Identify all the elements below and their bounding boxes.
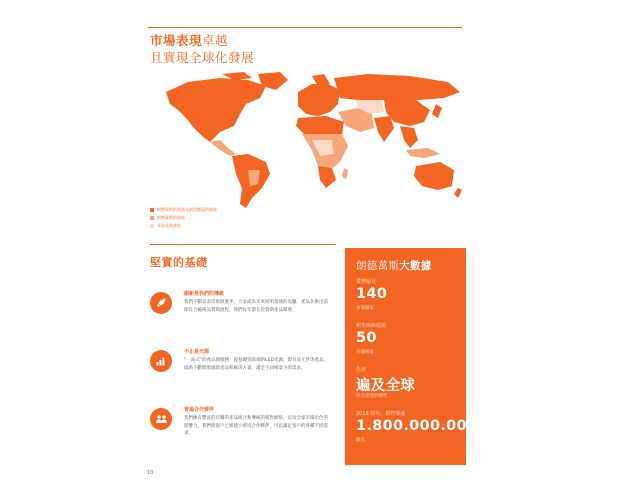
- feature-heading: 創新是我們的傳統: [184, 291, 225, 297]
- feature-body: “一站式”的產品與服務：從基礎到高端的LED光源、燈具及元件等產品，協助不斷開發創新產品和解決方案，滿足不同場景下的需求。: [184, 358, 328, 371]
- stat-label: 2018 財年，銷售額逾: [356, 411, 406, 417]
- map-se-asia: [400, 126, 418, 148]
- legend-swatch: [150, 224, 154, 228]
- legend-item: [150, 206, 217, 214]
- legend-label: 未涉及的國家: [157, 223, 181, 228]
- stat-value: 50: [356, 330, 377, 346]
- map-north-america: [166, 78, 266, 142]
- section-rule: [150, 244, 336, 245]
- stat-label: 生產: [356, 367, 367, 373]
- partners-icon: [150, 408, 172, 430]
- map-africa-north: [296, 116, 344, 136]
- header-rule: [148, 27, 462, 28]
- panel-title: [356, 258, 432, 273]
- legend-label: 朗德萬斯的業務及銷售覆蓋的國家: [157, 207, 217, 212]
- map-new-zealand: [454, 188, 462, 198]
- legend-label: 朗德萬斯的國家: [157, 215, 185, 220]
- feature-body: 我們擁有豐富的有關的產品組合和傳統的銷售網絡，以及全球市場出色的影響力。我們與客戶已經建立密切合作夥伴，可以滿足客戶的各種不同需求。: [184, 416, 328, 437]
- section-title: 堅實的基礎: [150, 256, 208, 269]
- feature-heading: 普遍合作夥伴: [184, 407, 215, 413]
- feature-heading: 不止是光源: [184, 349, 210, 355]
- feature-body: 我們不斷追求技術與進步，力求成為未來照明領域的先驅。產品在推出前即符合嚴格品質與流程，我們每年都在投資新產品開發。: [184, 300, 328, 313]
- stat-label: 業務遍及: [356, 279, 377, 285]
- stat-unit: 多個國家: [356, 306, 374, 311]
- stat-label: 銷售網絡超過: [356, 323, 387, 329]
- stat-value: 遍及全球: [356, 378, 416, 394]
- map-indonesia: [406, 148, 440, 158]
- page-title: [150, 31, 228, 49]
- map-australia: [414, 162, 454, 190]
- bar-chart-icon: [150, 350, 172, 372]
- map-africa-south: [318, 166, 336, 188]
- page-number: 10: [147, 470, 154, 476]
- map-japan: [432, 104, 442, 118]
- map-europe: [298, 84, 340, 116]
- legend-swatch: [150, 208, 154, 212]
- panel-title-light: 朗德萬斯: [356, 260, 400, 272]
- map-india: [374, 116, 394, 142]
- rocket-icon: [150, 292, 172, 314]
- title-bold: 市場表現: [150, 33, 203, 48]
- map-central-america: [210, 140, 236, 156]
- stat-unit: 符合當地的標準: [356, 394, 388, 399]
- stat-unit: 多個國家: [356, 350, 374, 355]
- legend-item: [150, 222, 217, 230]
- stat-unit: 歐元: [356, 438, 365, 443]
- world-map: [148, 70, 466, 210]
- panel-title-bold: 大數據: [399, 260, 432, 272]
- page-subtitle: 且實現全球化發展: [150, 50, 255, 65]
- map-legend: [150, 206, 217, 230]
- stat-value: 140: [356, 286, 388, 302]
- map-madagascar: [342, 168, 348, 180]
- legend-swatch: [150, 216, 154, 220]
- legend-item: [150, 214, 217, 222]
- map-russia: [334, 74, 460, 100]
- title-light: 卓越: [202, 33, 229, 48]
- big-data-panel: [345, 248, 478, 465]
- stat-value: 1.800.000.000: [356, 418, 478, 434]
